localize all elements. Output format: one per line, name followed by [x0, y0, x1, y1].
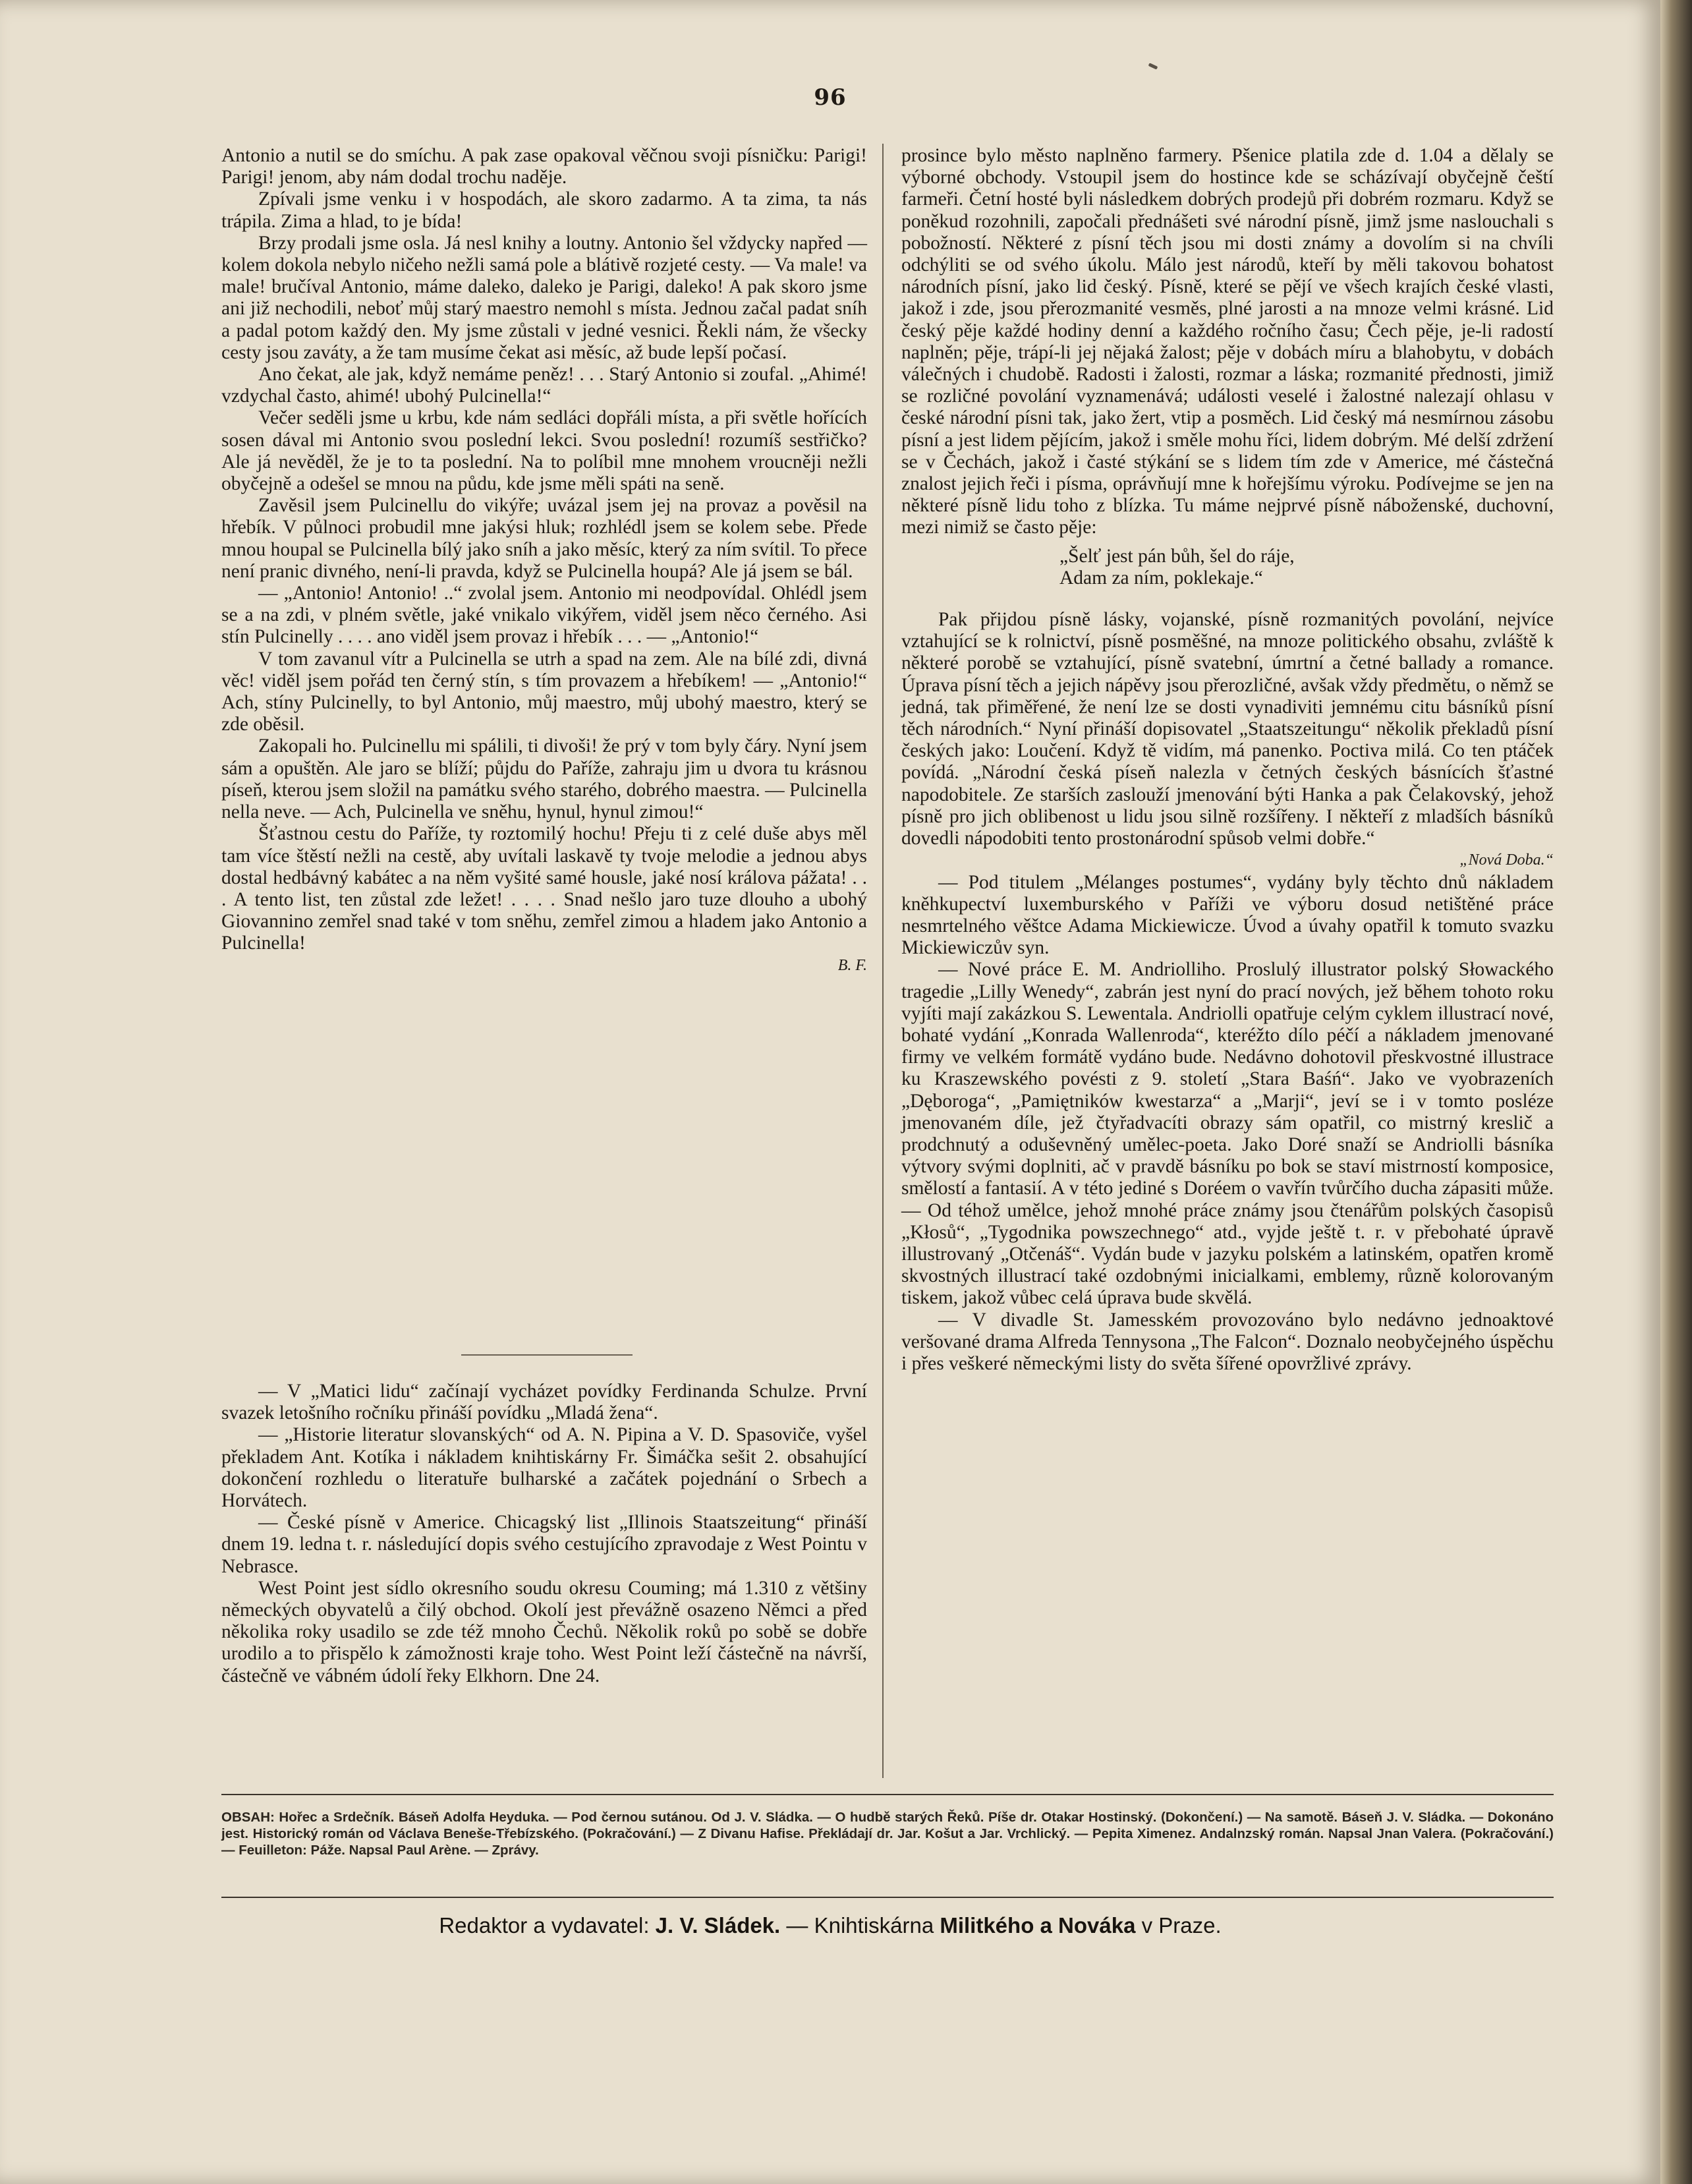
paragraph: Večer seděli jsme u krbu, kde nám sedláci dopřáli místa, a při světle hořících sosen dával mi Antonio svou poslední lekci. Svou poslední! rozumíš sestřičko? Ale já nevěděl, že je to ta poslední. Na to políbil mne mnohem vroucněji nežli obyčejně a odešel se mnou na půdu, kde jsme měli spáti na seně. [221, 407, 867, 495]
paragraph: Pak přijdou písně lásky, vojanské, písně rozmanitých povolání, nejvíce vztahující se k rolnictví, písně posměšné, na mnoze politického obsahu, zvláště k některé porobě se vztahující, písně svatební, úmrtní a četné ballady a romance. Úprava písní těch a jejich nápěvy jsou přerozličné, avšak vždy předmětu, o němž se jedná, tak přiměřené, že není lze se dosti vynadiviti jemnému citu básníků písní těch národních.“ Nyní přináší dopisovatel „Staatszeitungu“ několik překladů písní českých jako: Loučení. Když tě vidím, má panenko. Poctiva milá. Co ten ptáček povídá. „Národní česká píseň nalezla v četných českých básnících šťastné napodobitele. Ze starších zaslouží jmenování býti Hanka a pak Čelakovský, jehož písně pro jich oblibenost u lidu jsou silně rozšířeny. I někteří z mladších básníků dovedli nápodobiti tento prostonárodní spůsob velmi dobře.“ [901, 609, 1554, 849]
footer-middle: — Knihtiskárna [786, 1913, 934, 1938]
author-signature: B. F. [837, 956, 867, 974]
obsah-bottom-rule [221, 1897, 1554, 1898]
news-item: — V „Matici lidu“ začínají vycházet povídky Ferdinanda Schulze. První svazek letošního ročníku přináší povídku „Mladá žena“. [221, 1381, 867, 1424]
table-of-contents [221, 1809, 1554, 1858]
paragraph: Ano čekat, ale jak, když nemáme peněz! . . . Starý Antonio si zoufal. „Ahimé! vzdychal často, ahimé! ubohý Pulcinella!“ [221, 364, 867, 407]
paragraph: Zakopali ho. Pulcinellu mi spálili, ti divoši! že prý v tom byly čáry. Nyní jsem sám a opuštěn. Ale jaro se blíží; půjdu do Paříže, zahraju jim u dvora tu krásnou píseň, kterou jsem složil na památku svého starého, dobrého maestra. — Pulcinella nella neve. — Ach, Pulcinella ve sněhu, hynul, hynul zimou!“ [221, 735, 867, 823]
column-divider [882, 144, 884, 1778]
paragraph: V tom zavanul vítr a Pulcinella se utrh a spad na zem. Ale na bílé zdi, divná věc! viděl jsem pořád ten černý stín, s tím provazem a hřebíkem! — „Antonio!“ Ach, stíny Pulcinelly, to byl Antonio, můj maestro, můj ubohý maestro, který se zde oběsil. [221, 648, 867, 735]
lower-left-column [221, 1381, 867, 1776]
paragraph: Šťastnou cestu do Paříže, ty roztomilý hochu! Přeju ti z celé duše abys měl tam více štěstí nežli na cestě, aby uvítali laskavě ty tvoje melodie a jednou abys dostal hedbávný kabátec a na něm vyšité samé housle, jaké nosí králova pážata! . . . A tento list, ten zůstal zde ležet! . . . . Snad nešlo jaro tuze dlouho a ubohý Giovannino zemřel snad také v tom sněhu, zemřel zimou a hladem jako Antonio a Pulcinella! [221, 823, 867, 954]
verse [1059, 546, 1554, 589]
footer-prefix: Redaktor a vydavatel: [439, 1913, 650, 1938]
news-item: — „Historie literatur slovanských“ od A. N. Pipina a V. D. Spasoviče, vyšel překladem Ant. Kotíka i nákladem knihtiskárny Fr. Šimáčka sešit 2. obsahující dokončení rozhledu o literatuře bulharské a začátek pojednání o Srbech a Horvátech. [221, 1424, 867, 1512]
paragraph: prosince bylo město naplněno farmery. Pšenice platila zde d. 1.04 a dělaly se výborné obchody. Vstoupil jsem do hostince kde se scházívají obyčejně čeští farmeři. Četní hosté byli následkem dobrých prodejů při dobrém rozmaru. Když se poněkud rozohnili, započali přednášeti své národní písně, jimž jsme naslouchali s pobožností. Některé z písní těch jsou mi dosti známy a dovolím si na chvíli odchýliti se od svého úkolu. Málo jest národů, kteří by měli takovou bohatost národních písní, jako lid český. Písně, které se pějí ve všech krajích české vlasti, jakož i zde, jsou přerozmanité vesměs, plné jarosti a na mnoze velmi krásné. Lid český pěje každé hodiny denní a každého ročního času; Čech pěje, je-li radostí naplněn; pěje, trápí-li jej nějaká žalost; pěje v dobách míru a blahobytu, v dobách válečných i chudobě. Radosti i žalosti, rozmar a láska; rozmanité přednosti, jimiž se rozličné povolání vyznamenává; události veselé i žalostné nalezají ohlasu v české národní písni tak, jako žert, vtip a posměch. Lid český má nesmírnou zásobu písní a jest lidem pějícím, jakož i směle mohu říci, lidem dobrým. Mé delší zdržení se v Čechách, jakož i časté stýkání se s lidem tím zde v Americe, mé částečná znalost jejich řeči i písma, oprávňují mne k hořejšímu výroku. Podívejme se jen na některé písně lidu toho z blízka. Tu máme nejprvé písně náboženské, duchovní, mezi nimiž se často pěje: [901, 145, 1554, 538]
left-column [221, 145, 867, 1344]
news-item: — Pod titulem „Mélanges postumes“, vydány byly těchto dnů nákladem kněhkupectví luxemburského v Paříži ve výboru dosud netištěné práce nesmrtelného věštce Adama Mickiewicze. Úvod a úvahy opatřil k tomuto svazku Mickiewiczův syn. [901, 871, 1554, 959]
ink-speck [1148, 63, 1158, 69]
source-attribution: „Nová Doba.“ [1459, 851, 1554, 869]
right-column [901, 145, 1554, 1779]
book-binding [1660, 0, 1692, 2184]
news-item: — V divadle St. Jamesském provozováno bylo nedávno jednoaktové veršované drama Alfreda Tennysona „The Falcon“. Doznalo neobyčejného úspěchu i přes veškeré německými listy do světa šířené opovržlivé zprávy. [901, 1309, 1554, 1374]
page-number: 96 [814, 84, 847, 111]
verse-line: Adam za ním, poklekaje.“ [1059, 567, 1263, 589]
footer-suffix: v Praze. [1141, 1913, 1222, 1938]
paragraph: Antonio a nutil se do smíchu. A pak zase opakoval věčnou svoji písničku: Parigi! Parigi! jenom, aby nám dodal trochu naděje. [221, 145, 867, 188]
news-item: West Point jest sídlo okresního soudu okresu Couming; má 1.310 z většiny německých obyvatelů a čilý obchod. Okolí jest převážně osazeno Němci a před několika roky usadilo se zde též mnoho Čechů. Několik roků po sobě se dobře urodilo a to přispělo k zámožnosti kraje toho. West Point leží částečně na návrší, částečně ve vábném údolí řeky Elkhorn. Dne 24. [221, 1577, 867, 1686]
paragraph: — „Antonio! Antonio! ..“ zvolal jsem. Antonio mi neodpovídal. Ohlédl jsem se a na zdi, v plném světle, jaké vnikalo vikýřem, viděl jsem něco černého. Asi stín Pulcinelly . . . . ano viděl jsem provaz i hřebík . . . — „Antonio!“ [221, 583, 867, 648]
imprint-footer [0, 1913, 1660, 1938]
footer-printer: Militkého a Nováka [940, 1913, 1136, 1938]
footer-editor: J. V. Sládek. [655, 1913, 781, 1938]
obsah-top-rule [221, 1794, 1554, 1795]
news-item: — Nové práce E. M. Andriolliho. Proslulý illustrator polský Słowackého tragedie „Lilly Wenedy“, zabrán jest nyní do prací nových, jež během tohoto roku vyjíti mají zakázkou S. Lewentala. Andriolli opatřuje celým cyklem illustrací nové, bohaté vydání „Konrada Wallenroda“, kteréžto dílo péčí a nákladem jmenované firmy ve velkém formátě vydáno bude. Nedávno dohotovil přeskvostné illustrace ku Kraszewského povésti z 9. století „Stara Baśń“. Jako ve vyobrazeních „Dęboroga“, „Pamiętników kwestarza“ a „Marji“, jeví se i v tomto posléze jmenovaném díle, jež čtyřadvacíti obrazy sám opatřil, co mistrný kreslič a prodchnutý a oduševněný umělec-poeta. Jako Doré snaží se Andriolli básníka výtvory svými doplniti, ač v pravdě básníku po bok se staví mistrností komposice, smělostí a fantasií. A v této jediné s Doréem o vavřín tvůrčího ducha zápasiti může. — Od téhož umělce, jehož mnohé práce známy jsou čtenářům polských časopisů „Kłosů“, „Tygodnika powszechnego“ atd., vyjde ještě t. r. v přebohaté úpravě illustrovaný „Otčenáš“. Vydán bude v jazyku polském a latinském, opatřen kromě skvostných illustrací také ozdobnými inicialkami, emblemy, různě kolorovaným tiskem, jakož vůbec celá úprava bude skvělá. [901, 959, 1554, 1309]
news-item: — České písně v Americe. Chicagský list „Illinois Staatszeitung“ přináší dnem 19. ledna t. r. následující dopis svého cestujícího zpravodaje z West Pointu v Nebrasce. [221, 1512, 867, 1577]
section-divider [461, 1354, 633, 1356]
paragraph: Brzy prodali jsme osla. Já nesl knihy a loutny. Antonio šel vždycky napřed — kolem dokola nebylo ničeho nežli samá pole a blátivě rozjeté cesty. — Va male! va male! bručíval Antonio, máme daleko, daleko je Parigi, daleko! A pak skoro jsme ani již nechodili, neboť můj starý maestro nemohl s místa. Jednou začal padat sníh a padal potom každý den. My jsme zůstali v jedné vesnici. Řekli nám, že všecky cesty jsou zaváty, a že tam musíme čekat asi měsíc, až bude lepší počasí. [221, 232, 867, 363]
paragraph: Zpívali jsme venku i v hospodách, ale skoro zadarmo. A ta zima, ta nás trápila. Zima a hlad, to je bída! [221, 188, 867, 232]
obsah-label: OBSAH: [221, 1810, 275, 1825]
verse-line: „Šelť jest pán bůh, šel do ráje, [1059, 545, 1295, 567]
obsah-text: Hořec a Srdečník. Báseň Adolfa Heyduka. — Pod černou sutánou. Od J. V. Sládka. — O hudbě starých Řeků. Píše dr. Otakar Hostinský. (Dokončení.) — Na samotě. Báseň J. V. Sládka. — Dokonáno jest. Historický román od Václava Beneše-Třebízského. (Pokračování.) — Z Divanu Hafise. Překládají dr. Jar. Košut a Jar. Vrchlický. — Pepita Ximenez. Andalnzský román. Napsal Jnan Valera. (Pokračování.) — Feuilleton: Páže. Napsal Paul Arène. — Zprávy. [221, 1810, 1554, 1858]
paragraph: Zavěsil jsem Pulcinellu do vikýře; uvázal jsem jej na provaz a pověsil na hřebík. V půlnoci probudil mne jakýsi hluk; rozhlédl jsem se kolem sebe. Přede mnou houpal se Pulcinella bílý jako sníh a jako měsíc, který za ním svítil. To přece není pranic divného, není-li pravda, když se Pulcinella houpá? Ale já jsem se bál. [221, 495, 867, 582]
